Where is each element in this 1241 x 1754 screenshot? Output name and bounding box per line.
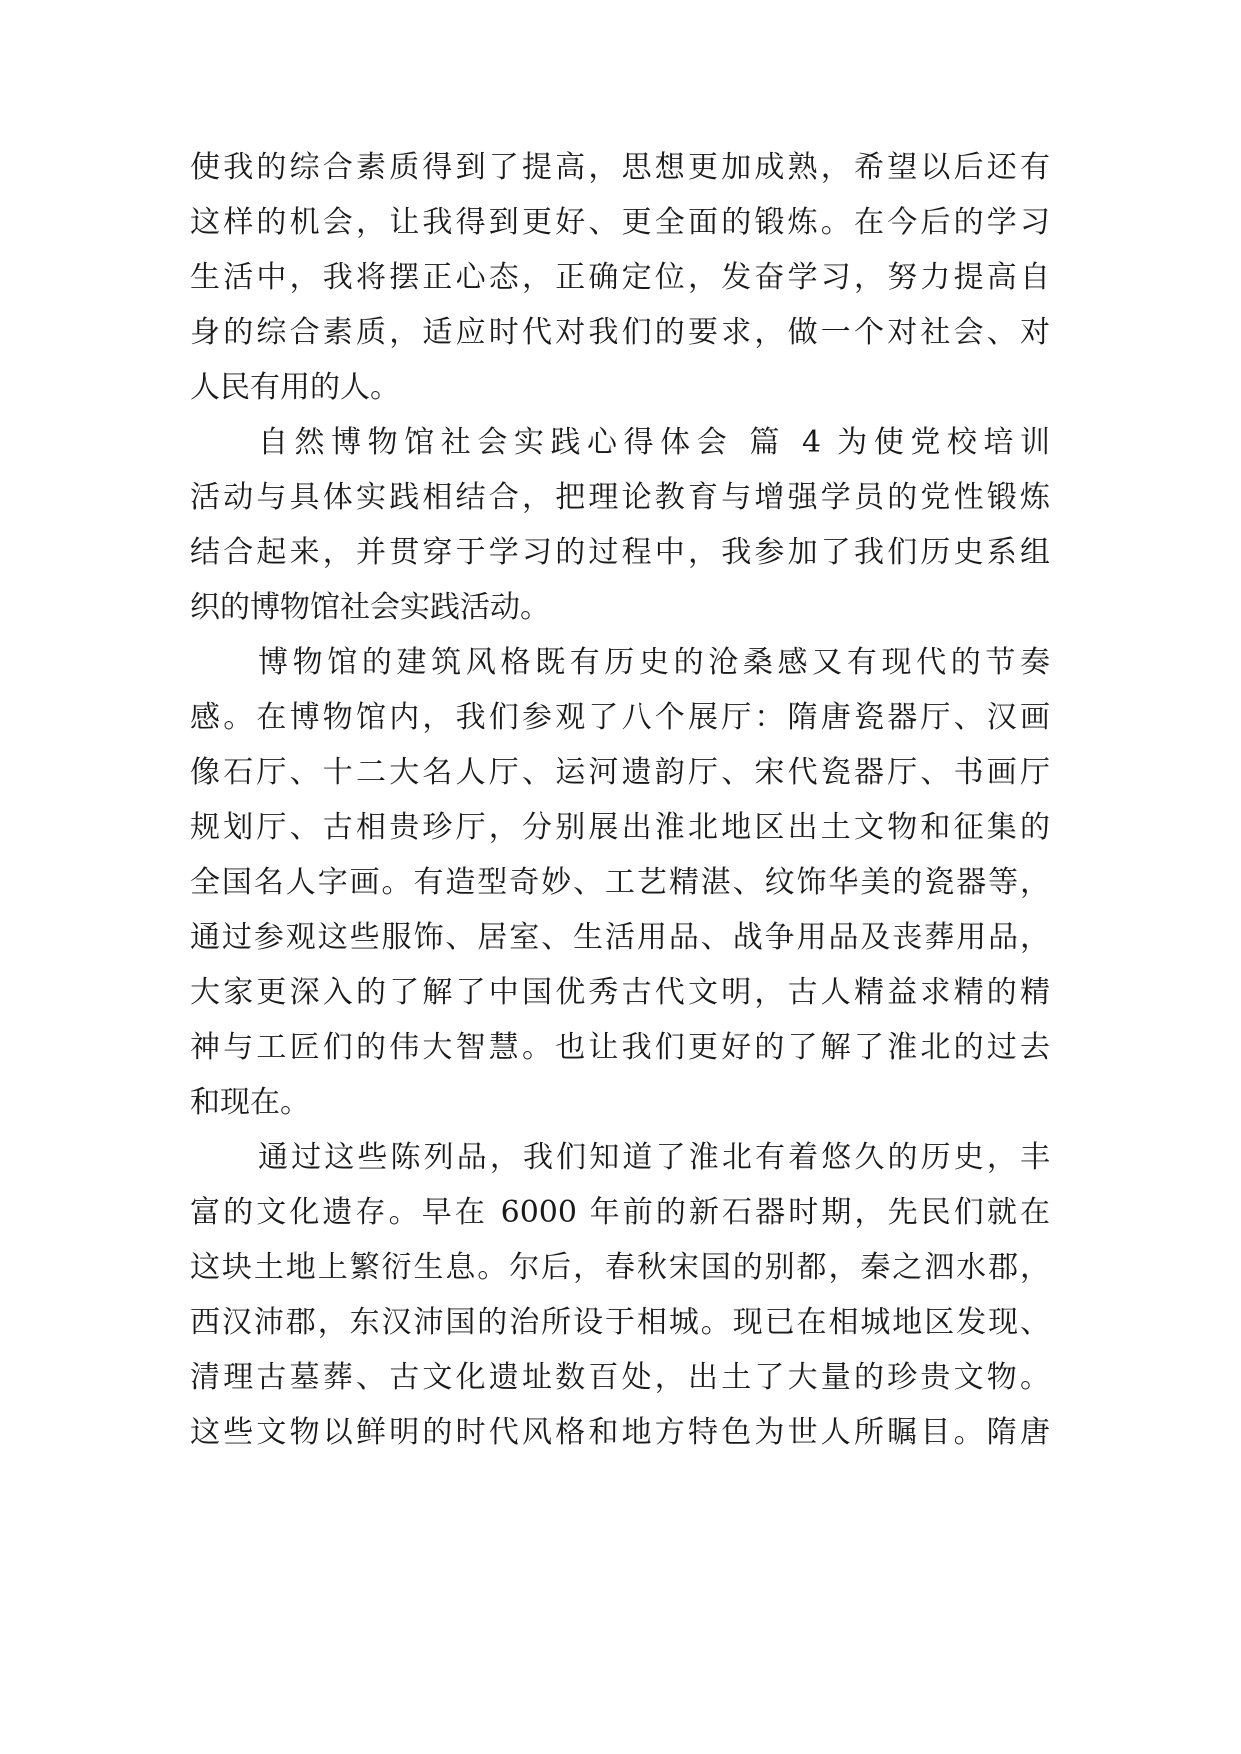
- text-line: 结合起来，并贯穿于学习的过程中，我参加了我们历史系组: [190, 535, 1050, 570]
- text-line: 这块土地上繁衍生息。尔后，春秋宋国的别都，秦之泗水郡，: [190, 1250, 1050, 1285]
- text-line: 大家更深入的了解了中国优秀古代文明，古人精益求精的精: [190, 975, 1050, 1010]
- text-line: 感。在博物馆内，我们参观了八个展厅：隋唐瓷器厅、汉画: [190, 700, 1050, 735]
- text-line: 身的综合素质，适应时代对我们的要求，做一个对社会、对: [190, 315, 1050, 350]
- text-line: 神与工匠们的伟大智慧。也让我们更好的了解了淮北的过去: [190, 1030, 1050, 1065]
- text-line: 通过参观这些服饰、居室、生活用品、战争用品及丧葬用品，: [190, 920, 1050, 955]
- text-line: 活动与具体实践相结合，把理论教育与增强学员的党性锻炼: [190, 480, 1050, 515]
- text-line: 全国名人字画。有造型奇妙、工艺精湛、纹饰华美的瓷器等，: [190, 865, 1050, 900]
- text-line: 西汉沛郡，东汉沛国的治所设于相城。现已在相城地区发现、: [190, 1305, 1050, 1340]
- text-line: 清理古墓葬、古文化遗址数百处，出土了大量的珍贵文物。: [190, 1360, 1050, 1395]
- text-line: 规划厅、古相贵珍厅，分别展出淮北地区出土文物和征集的: [190, 810, 1050, 845]
- text-line: 这些文物以鲜明的时代风格和地方特色为世人所瞩目。隋唐: [190, 1415, 1050, 1450]
- text-line: 使我的综合素质得到了提高，思想更加成熟，希望以后还有: [190, 150, 1050, 185]
- text-line: 这样的机会，让我得到更好、更全面的锻炼。在今后的学习: [190, 205, 1050, 240]
- text-line: 富的文化遗存。早在 6000 年前的新石器时期，先民们就在: [190, 1195, 1050, 1230]
- text-line: 和现在。: [190, 1085, 310, 1120]
- text-line: 织的博物馆社会实践活动。: [190, 590, 550, 625]
- text-line: 生活中，我将摆正心态，正确定位，发奋学习，努力提高自: [190, 260, 1050, 295]
- section-heading-line: 自然博物馆社会实践心得体会 篇 4 为使党校培训: [258, 425, 1050, 460]
- text-line: 像石厅、十二大名人厅、运河遗韵厅、宋代瓷器厅、书画厅: [190, 755, 1050, 790]
- text-line: 人民有用的人。: [190, 370, 400, 405]
- text-line: 通过这些陈列品，我们知道了淮北有着悠久的历史，丰: [258, 1140, 1050, 1175]
- text-line: 博物馆的建筑风格既有历史的沧桑感又有现代的节奏: [258, 645, 1050, 680]
